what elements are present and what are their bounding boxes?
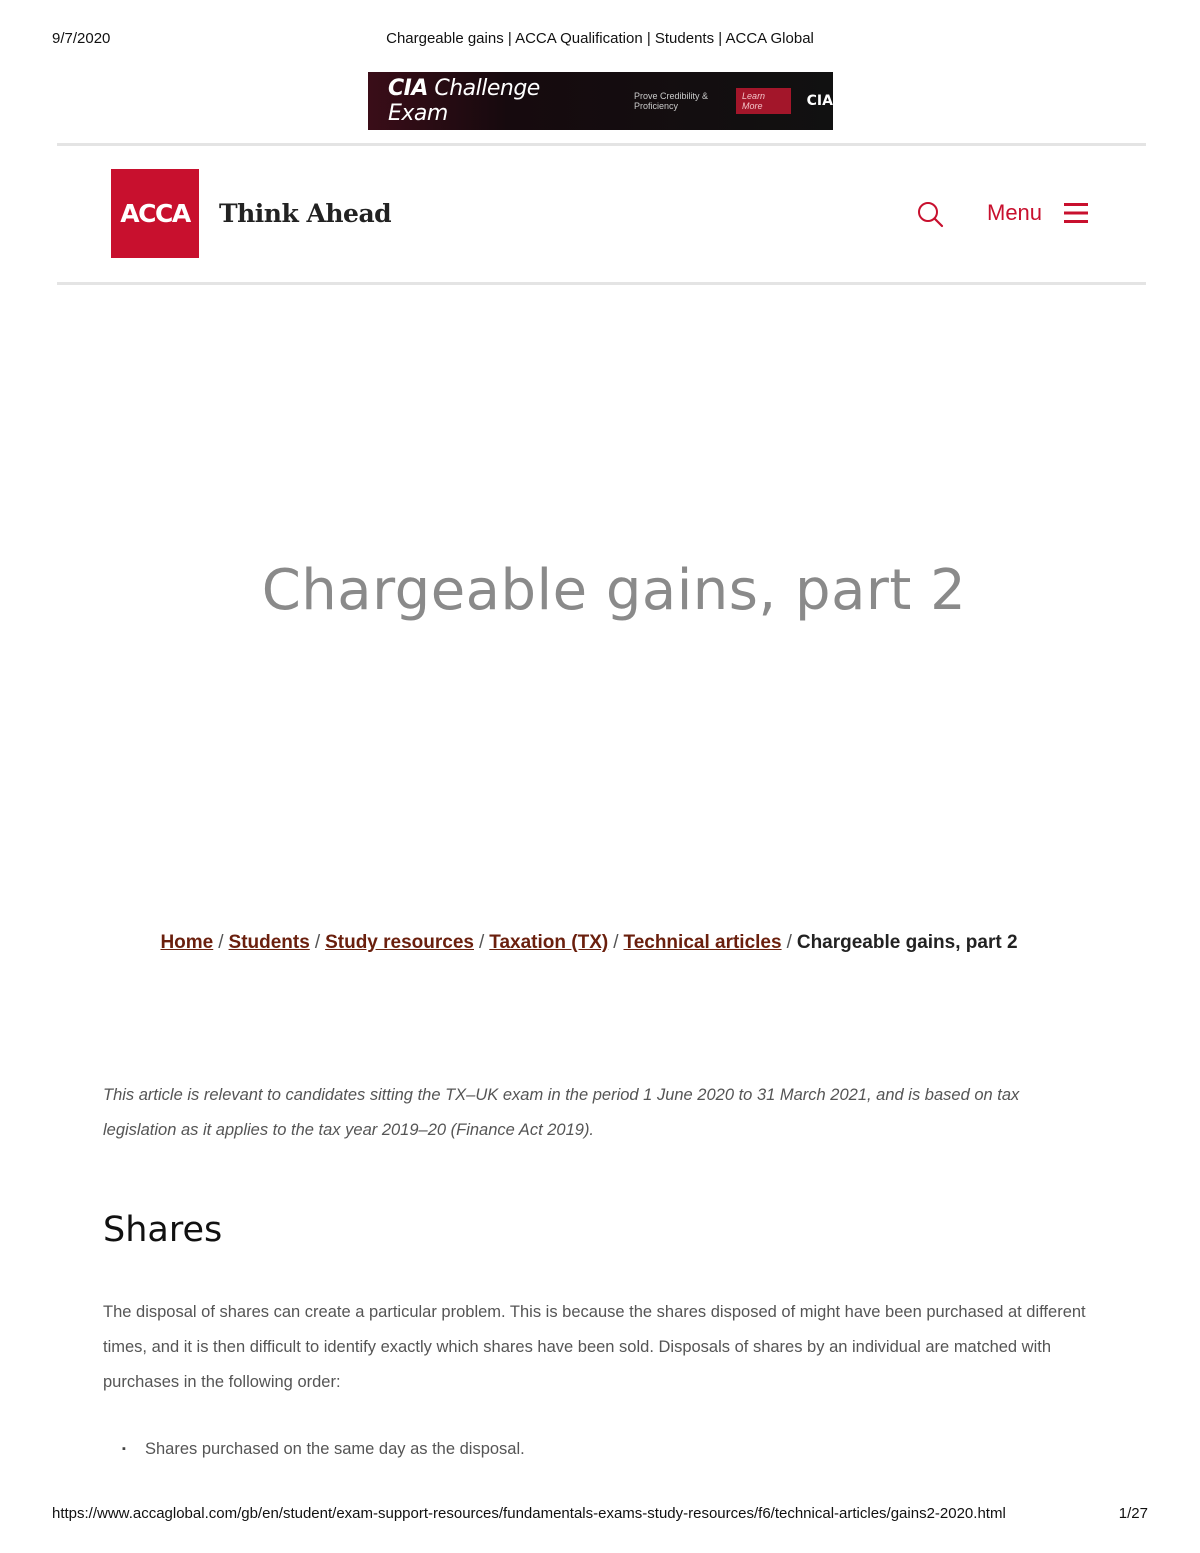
search-button[interactable]: [916, 200, 944, 228]
print-header: [52, 30, 1148, 50]
section-heading-shares: Shares: [103, 1210, 223, 1250]
breadcrumb-home[interactable]: Home: [160, 932, 214, 953]
print-footer: [52, 1505, 1148, 1525]
hamburger-icon: [1064, 202, 1088, 224]
header-divider-bottom: [57, 282, 1146, 285]
ad-title-rest: Challenge Exam: [388, 76, 540, 126]
tagline: Think Ahead: [219, 199, 392, 228]
breadcrumb-current: Chargeable gains, part 2: [796, 932, 1018, 953]
ad-title-bold: CIA: [388, 76, 428, 101]
header-divider-top: [57, 143, 1146, 146]
search-icon: [916, 200, 944, 228]
ad-learn-more-button[interactable]: Learn More: [736, 88, 791, 114]
ad-title: [388, 76, 590, 126]
ad-banner[interactable]: [368, 72, 833, 130]
breadcrumb-separator: /: [613, 932, 619, 953]
menu-button[interactable]: [987, 198, 1088, 228]
article-paragraph: The disposal of shares can create a particular problem. This is because the shares disposed of might have been purchased at different times, and it is then difficult to identify exactly which shares have been sold. Disposals of shares by an individual are matched with purchases in the following order:: [103, 1303, 1086, 1391]
print-page-title: Chargeable gains | ACCA Qualification | Students | ACCA Global: [386, 30, 814, 47]
breadcrumb-taxation[interactable]: Taxation (TX): [489, 932, 609, 953]
matching-rules-list: [103, 1432, 525, 1467]
list-item: ▪ Shares purchased on the same day as the disposal.: [103, 1432, 525, 1467]
breadcrumb-separator: /: [786, 932, 792, 953]
print-date: 9/7/2020: [52, 30, 111, 47]
ad-logo: CIA: [806, 93, 833, 109]
print-page-number: 1/27: [1118, 1505, 1148, 1522]
breadcrumb-separator: /: [479, 932, 485, 953]
acca-logo[interactable]: [111, 169, 199, 258]
ad-subtitle: Prove Credibility & Proficiency: [633, 91, 709, 111]
acca-logo-text: ACCA: [120, 199, 190, 228]
breadcrumb-students[interactable]: Students: [228, 932, 310, 953]
breadcrumb-study-resources[interactable]: Study resources: [325, 932, 474, 953]
print-url: https://www.accaglobal.com/gb/en/student/exam-support-resources/fundamentals-exams-study-resources/f6/technical-articles/gains2-2020.html: [52, 1505, 1006, 1522]
breadcrumb: [0, 932, 1178, 954]
breadcrumb-separator: /: [218, 932, 224, 953]
article-intro: This article is relevant to candidates sitting the TX–UK exam in the period 1 June 2020 to 31 March 2021, and is based on tax legislation as it applies to the tax year 2019–20 (Finance Act 2019).: [103, 1086, 1020, 1139]
breadcrumb-technical-articles[interactable]: Technical articles: [623, 932, 782, 953]
page-title: Chargeable gains, part 2: [261, 558, 967, 623]
menu-label: Menu: [987, 200, 1043, 225]
breadcrumb-separator: /: [314, 932, 321, 953]
